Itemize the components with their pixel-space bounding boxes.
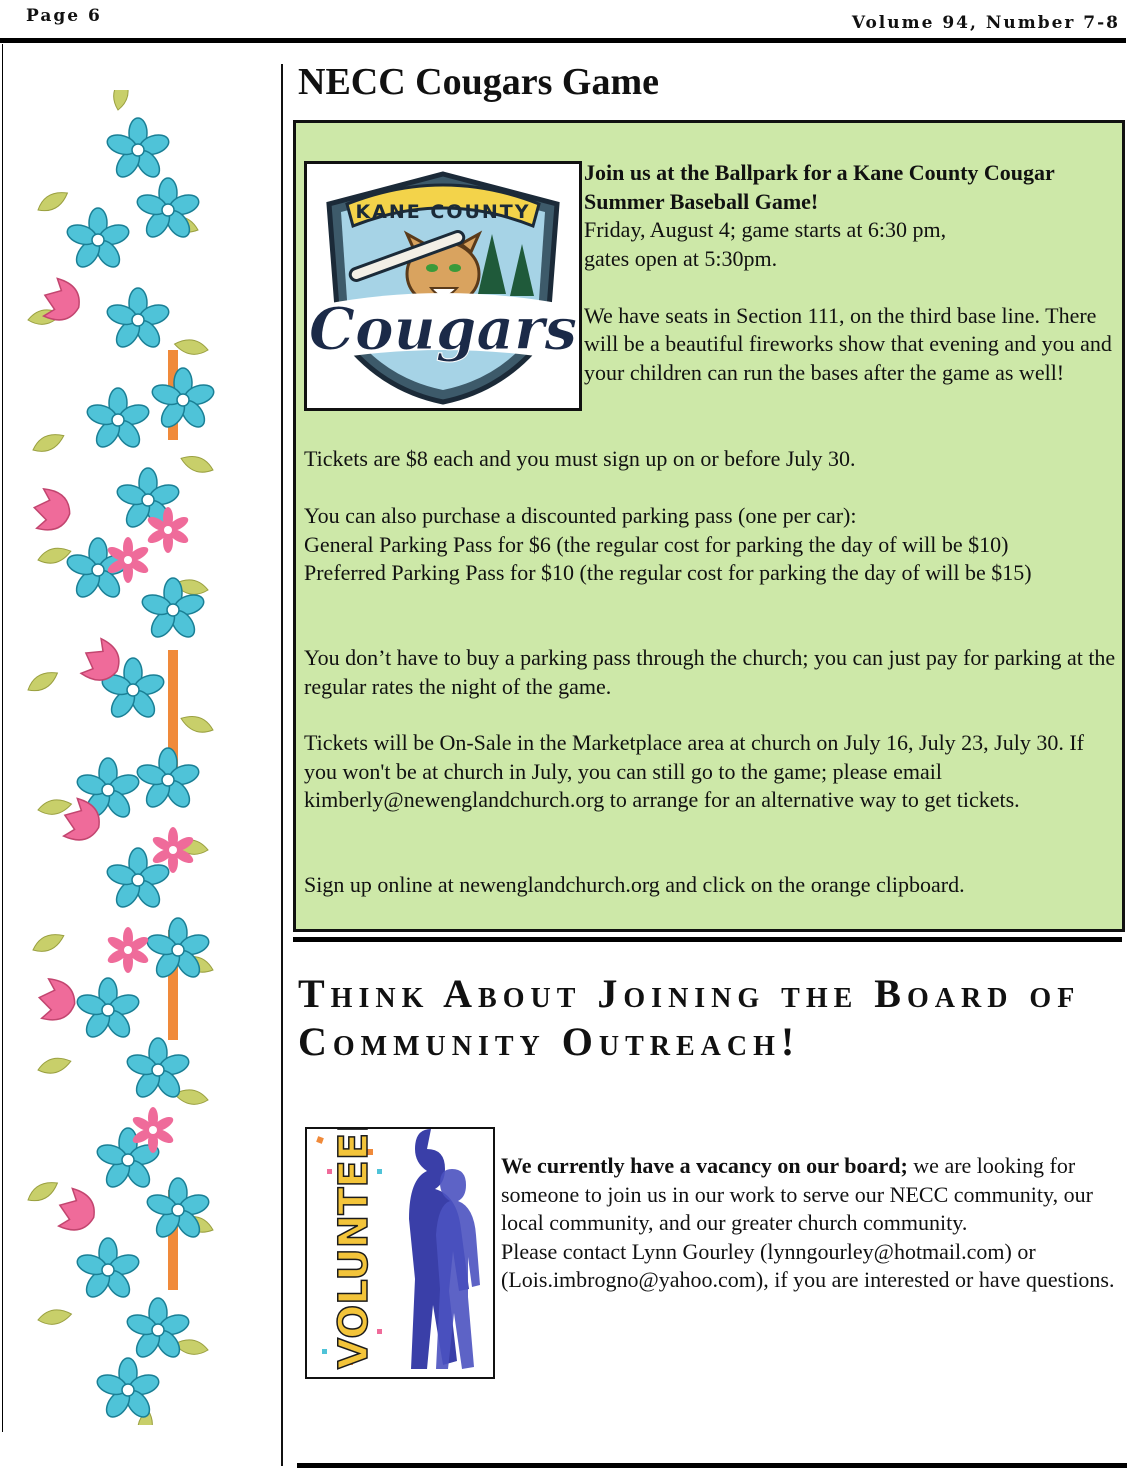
board-bold-lead: We currently have a vacancy on our board; bbox=[501, 1153, 908, 1178]
cougars-event-box bbox=[293, 120, 1125, 932]
board-paragraph bbox=[501, 1152, 1121, 1295]
parking-intro: You can also purchase a discounted parking pass (one per car): bbox=[304, 503, 857, 528]
volunteer-word-text: VOLUNTEER bbox=[331, 1129, 377, 1369]
parking-paragraph bbox=[304, 502, 1116, 588]
intro-gates-line: gates open at 5:30pm. bbox=[584, 245, 778, 271]
cougars-section-title: NECC Cougars Game bbox=[298, 61, 659, 103]
board-contact: Please contact Lynn Gourley (lynngourley@hotmail.com) or (Lois.imbrogno@yahoo.com), if you are interested or have questions. bbox=[501, 1238, 1115, 1292]
volunteer-image bbox=[305, 1127, 495, 1379]
seats-paragraph: We have seats in Section 111, on the third base line. There will be a beautiful fireworks show that evening and you and your children can run the bases after the game as well! bbox=[584, 302, 1112, 385]
onsale-paragraph: Tickets will be On-Sale in the Marketplace area at church on July 16, July 23, July 30. If you won't be at church in July, you can still go to the game; please email kimberly@newenglandchurch.org to arrange for an alternative way to get tickets. bbox=[304, 730, 1085, 812]
board-body: we are looking for someone to join us in our work to serve our NECC community, our local community, and our greater church community. bbox=[501, 1153, 1093, 1235]
signup-paragraph: Sign up online at newenglandchurch.org and click on the orange clipboard. bbox=[304, 872, 965, 897]
header-rule bbox=[0, 38, 1126, 43]
volume-number: Volume 94, Number 7-8 bbox=[851, 13, 1120, 33]
event-intro bbox=[584, 159, 1114, 387]
floral-border-image bbox=[18, 90, 258, 1425]
intro-date-line: Friday, August 4; game starts at 6:30 pm, bbox=[584, 217, 947, 242]
intro-heading: Join us at the Ballpark for a Kane County Cougar Summer Baseball Game! bbox=[584, 160, 1055, 214]
column-divider bbox=[281, 64, 283, 1466]
section-divider bbox=[293, 937, 1122, 942]
board-section-title: Think About Joining the Board of Community Outreach! bbox=[298, 971, 1081, 1064]
left-border-line bbox=[2, 44, 3, 1432]
parking-preferred: Preferred Parking Pass for $10 (the regular cost for parking the day of will be $15) bbox=[304, 560, 1032, 585]
logo-word-text: Cougars bbox=[308, 295, 578, 363]
logo-top-text: KANE COUNTY bbox=[355, 201, 531, 223]
bottom-rule bbox=[297, 1463, 1127, 1468]
parking-note-paragraph: You don’t have to buy a parking pass through the church; you can just pay for parking at the regular rates the night of the game. bbox=[304, 645, 1116, 699]
page-number: Page 6 bbox=[26, 6, 102, 26]
cougars-logo bbox=[304, 161, 582, 411]
parking-general: General Parking Pass for $6 (the regular cost for parking the day of will be $10) bbox=[304, 531, 1009, 557]
tickets-paragraph: Tickets are $8 each and you must sign up on or before July 30. bbox=[304, 446, 856, 471]
